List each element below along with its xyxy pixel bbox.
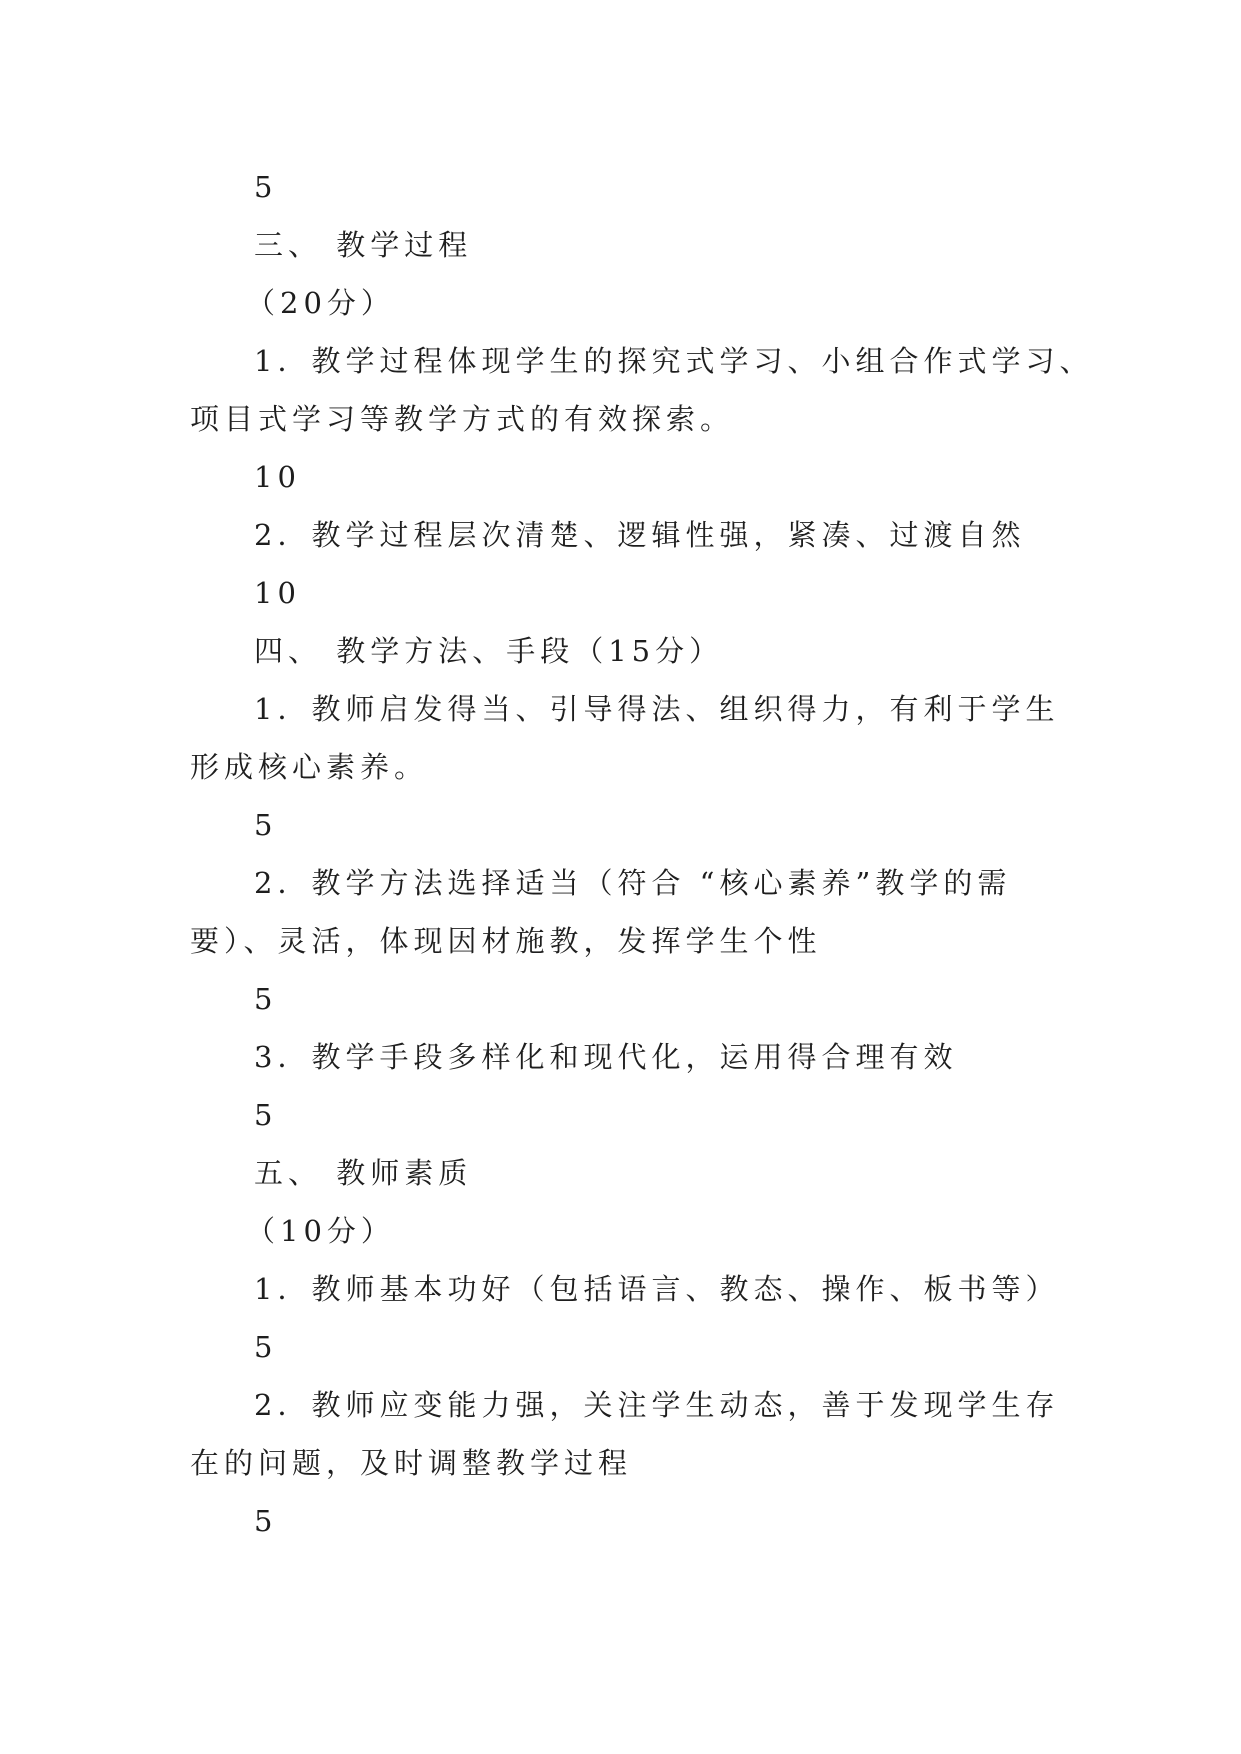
score-text: 5 [254,808,278,842]
score-text: 5 [254,170,278,204]
section-heading: 四、 教学方法、手段（15分） [254,634,724,668]
section-points: （20分） [246,286,395,320]
section-heading: 三、 教学过程 [254,228,473,262]
score-text: 5 [254,982,278,1016]
criterion-text: 3．教学手段多样化和现代化，运用得合理有效 [254,1040,958,1074]
document-body [190,158,1094,1550]
criterion-text: 1．教师启发得当、引导得法、组织得力，有利于学生 [254,692,1060,726]
section-heading: 五、 教师素质 [254,1156,473,1190]
score-text: 5 [254,1330,278,1364]
criterion-text: 2．教学过程层次清楚、逻辑性强，紧凑、过渡自然 [254,518,1026,552]
criterion-text: 2．教学方法选择适当（符合 “核心素养”教学的需 [254,866,1012,900]
criterion-text-continued: 要）、灵活，体现因材施教，发挥学生个性 [190,924,822,958]
score-text: 5 [254,1098,278,1132]
criterion-text-continued: 形成核心素养。 [190,750,429,784]
criterion-text-continued: 在的问题，及时调整教学过程 [190,1446,633,1480]
score-text: 5 [254,1504,278,1538]
score-text: 10 [254,460,301,494]
criterion-text: 1．教学过程体现学生的探究式学习、小组合作式学习、 [254,344,1094,378]
score-text: 10 [254,576,301,610]
criterion-text-continued: 项目式学习等教学方式的有效探索。 [190,402,735,436]
criterion-text: 1．教师基本功好（包括语言、教态、操作、板书等） [254,1272,1060,1306]
section-points: （10分） [246,1214,395,1248]
criterion-text: 2．教师应变能力强，关注学生动态，善于发现学生存 [254,1388,1060,1422]
